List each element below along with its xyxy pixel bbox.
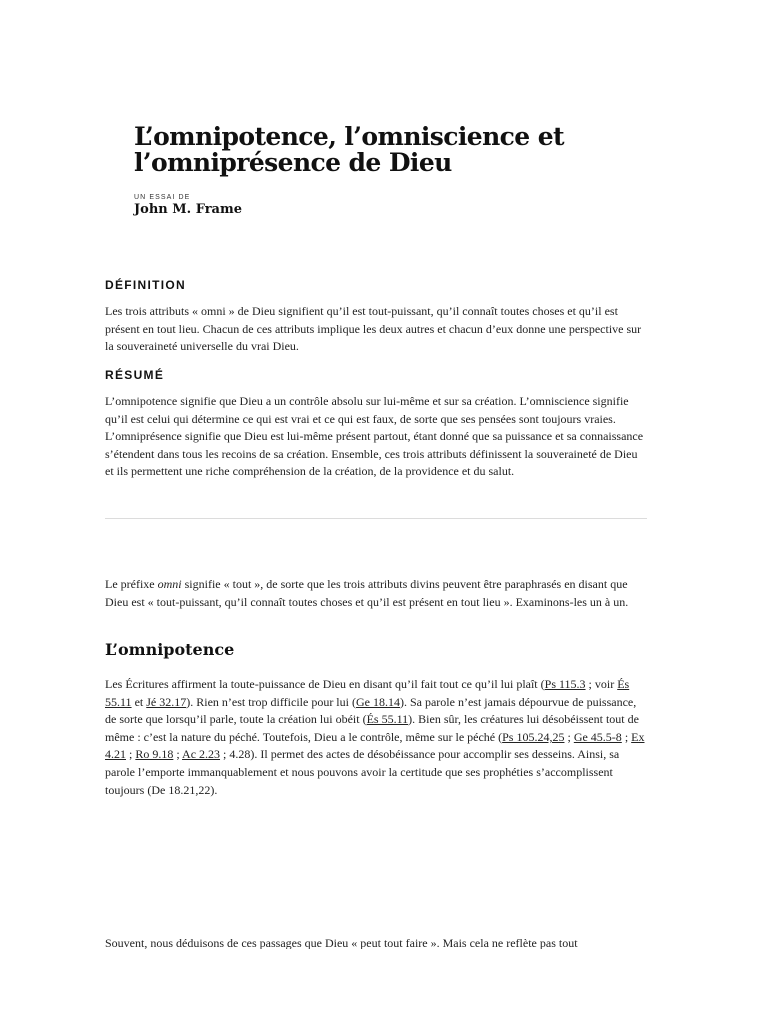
intro-post: signifie « tout », de sorte que les trois attributs divins peuvent être paraphrasés en disant que Dieu est « tout-puissant, qu’il connaît toutes choses et qu’il est présent en tout lieu ». Examinons-les un à un.: [105, 577, 629, 609]
intro-paragraph: [105, 576, 645, 611]
section-divider: [105, 518, 647, 519]
scripture-link-ps-105-24[interactable]: Ps 105.24,25: [502, 729, 565, 744]
definition-label: DÉFINITION: [105, 278, 186, 292]
omnipotence-text-6: ). Bien sûr, les créatures lui désobéissent tout de même : c’est la nature du péché. Toutefois, Dieu a le contrôle, même sur le péché (: [105, 712, 639, 744]
author-name: John M. Frame: [134, 202, 242, 217]
omnipotence-text-2: ; voir: [585, 677, 618, 691]
omnipotence-paragraph: [105, 676, 645, 799]
scripture-link-ps-115-3[interactable]: Ps 115.3: [544, 677, 586, 691]
omnipotence-text-3: et: [131, 694, 147, 709]
omnipotence-text-5: ). Sa parole n’est jamais dépourvue de puissance, de sorte que lorsqu’il parle, toute la création lui obéit (: [105, 694, 637, 727]
continuation-paragraph: Souvent, nous déduisons de ces passages que Dieu « peut tout faire ». Mais cela ne reflète pas tout: [105, 936, 578, 949]
summary-label: RÉSUMÉ: [105, 368, 165, 382]
omnipotence-text-4: ). Rien n’est trop difficile pour lui (: [186, 694, 356, 709]
scripture-link-ac-2-23[interactable]: Ac 2.23: [182, 747, 221, 762]
intro-pre: Le préfixe: [105, 577, 158, 591]
omnipotence-text-7: ;: [564, 729, 574, 744]
scripture-link-ro-9-18[interactable]: Ro 9.18: [135, 747, 174, 762]
scripture-link-es-55-11-b[interactable]: És 55.11: [366, 712, 409, 727]
scripture-link-ge-45-5[interactable]: Ge 45.5-8: [573, 729, 622, 744]
essay-kicker: UN ESSAI DE: [134, 194, 191, 201]
essay-title: [134, 124, 654, 176]
omnipotence-heading: L’omnipotence: [105, 640, 235, 659]
title-line-2: l’omniprésence de Dieu: [134, 148, 452, 177]
omnipotence-text-1: Les Écritures affirment la toute-puissance de Dieu en disant qu’il fait tout ce qu’il lui plaît (: [105, 677, 545, 691]
scripture-link-es-55-11[interactable]: És 55.11: [105, 677, 630, 709]
omnipotence-text-10: ;: [173, 747, 183, 762]
definition-text: Les trois attributs « omni » de Dieu signifient qu’il est tout-puissant, qu’il connaît toutes choses et qu’il est présent en tout lieu. Chacun de ces attributs implique les deux autres et chacun d’eux donne une perspective sur la souveraineté universelle du vrai Dieu.: [105, 304, 642, 354]
scripture-link-je-32-17[interactable]: Jé 32.17: [146, 694, 187, 709]
omnipotence-text-8: ;: [621, 729, 632, 744]
title-line-1: L’omnipotence, l’omniscience et: [134, 122, 564, 151]
summary-text: L’omnipotence signifie que Dieu a un contrôle absolu sur lui-même et sur sa création. L’omniscience signifie qu’il est celui qui détermine ce qui est vrai et ce qui est faux, de sorte que ses pensées sont toujours vraies. L’omniprésence signifie que Dieu est lui-même présent partout, étant donné que sa puissance et sa connaissance s’étendent dans tous les recoins de sa création. Ensemble, ces trois attributs définissent la souveraineté de Dieu et ils permettent une riche compréhension de la création, de la providence et du salut.: [105, 394, 644, 479]
scripture-link-ex-4-21[interactable]: Ex 4.21: [105, 729, 645, 762]
intro-omni: omni: [157, 577, 182, 591]
scripture-link-ge-18-14[interactable]: Ge 18.14: [355, 694, 400, 709]
omnipotence-text-11: ; 4.28). Il permet des actes de désobéissance pour accomplir ses desseins. Ainsi, sa parole l’emporte immanquablement et nous pouvons avoir la certitude que ses prophéties s’accomplissent toujours (De 18.21,22).: [105, 747, 620, 797]
omnipotence-text-9: ;: [126, 747, 136, 762]
